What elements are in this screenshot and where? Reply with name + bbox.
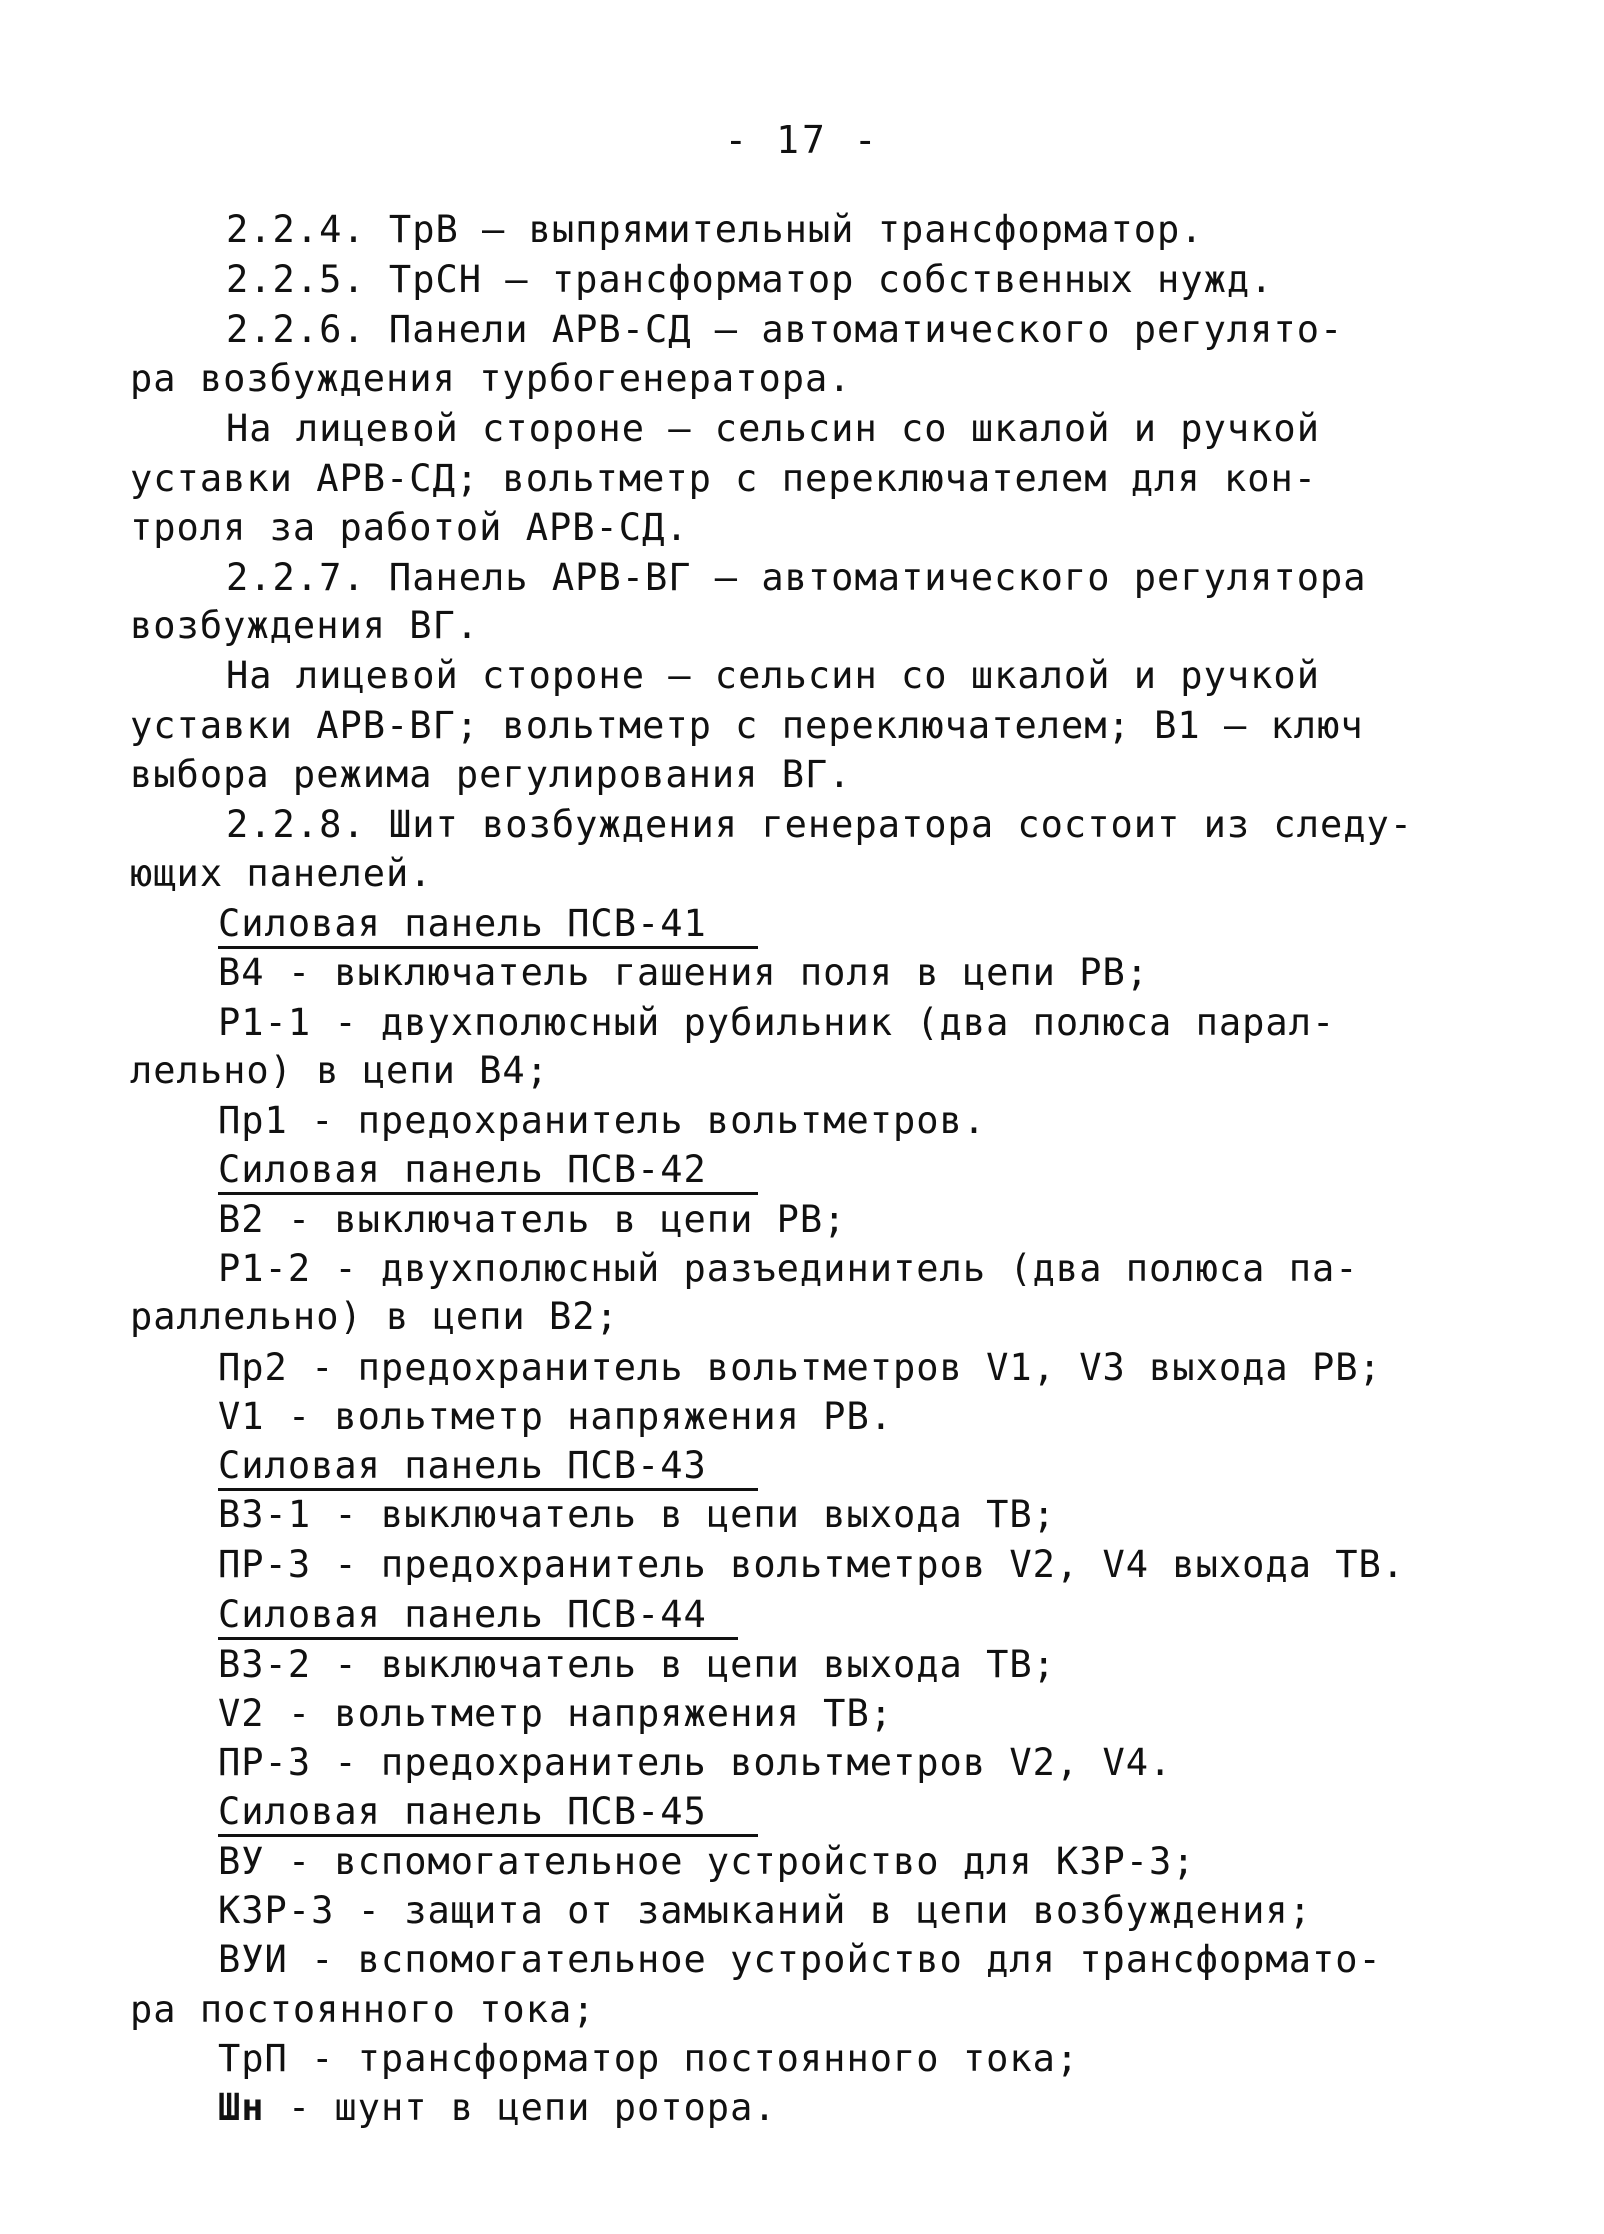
- text-line: 2.2.6. Панели АРВ-СД — автоматического регулято-: [226, 308, 1344, 351]
- text-line: 2.2.4. ТрВ — выпрямительный трансформатор.: [226, 208, 1204, 251]
- section-item: ВУИ - вспомогательное устройство для трансформато-: [218, 1938, 1382, 1981]
- section-item: V1 - вольтметр напряжения РВ.: [218, 1395, 894, 1438]
- text-line: 2.2.5. ТрСН — трансформатор собственных нужд.: [226, 258, 1274, 301]
- shunt-description: - шунт в цепи ротора.: [264, 2086, 777, 2129]
- section-item: ПР-3 - предохранитель вольтметров V2, V4.: [218, 1741, 1173, 1784]
- section-heading-text: Силовая панель ПСВ-42: [218, 1148, 707, 1191]
- section-item: Р1-1 - двухполюсный рубильник (два полюса парал-: [218, 1001, 1336, 1044]
- text-line: выбора режима регулирования ВГ.: [130, 753, 852, 796]
- section-item: ра постоянного тока;: [130, 1988, 596, 2031]
- text-line: троля за работой АРВ-СД.: [130, 506, 689, 549]
- section-item: ТрП - трансформатор постоянного тока;: [218, 2037, 1080, 2080]
- section-item: ВУ - вспомогательное устройство для КЗР-3;: [218, 1840, 1196, 1883]
- section-item: Р1-2 - двухполюсный разъединитель (два полюса па-: [218, 1247, 1359, 1290]
- section-heading-text: Силовая панель ПСВ-44: [218, 1593, 707, 1636]
- text-line: На лицевой стороне — сельсин со шкалой и ручкой: [226, 407, 1320, 450]
- section-heading: [218, 1590, 707, 1640]
- shunt-label: Шн: [218, 2086, 265, 2129]
- text-line: ра возбуждения турбогенератора.: [130, 357, 852, 400]
- section-heading: [218, 1145, 707, 1195]
- section-item: ПР-3 - предохранитель вольтметров V2, V4 выхода ТВ.: [218, 1543, 1406, 1586]
- section-item: В4 - выключатель гашения поля в цепи РВ;: [218, 951, 1150, 994]
- text-line: 2.2.7. Панель АРВ-ВГ — автоматического регулятора: [226, 556, 1367, 599]
- section-item: V2 - вольтметр напряжения ТВ;: [218, 1692, 894, 1735]
- text-line: На лицевой стороне — сельсин со шкалой и ручкой: [226, 654, 1320, 697]
- text-line: возбуждения ВГ.: [130, 604, 480, 647]
- section-item: В3-2 - выключатель в цепи выхода ТВ;: [218, 1643, 1056, 1686]
- page-number: - 17 -: [724, 118, 880, 162]
- section-heading-text: Силовая панель ПСВ-41: [218, 902, 707, 945]
- text-line: ющих панелей.: [130, 852, 433, 895]
- section-item: В2 - выключатель в цепи РВ;: [218, 1198, 847, 1241]
- text-line: 2.2.8. Шит возбуждения генератора состоит из следу-: [226, 803, 1414, 846]
- section-item: [218, 2083, 777, 2133]
- section-item: лельно) в цепи В4;: [130, 1049, 549, 1092]
- section-heading: [218, 1787, 707, 1837]
- section-item: КЗР-3 - защита от замыканий в цепи возбуждения;: [218, 1889, 1312, 1932]
- section-item: Пр2 - предохранитель вольтметров V1, V3 выхода РВ;: [218, 1346, 1382, 1389]
- section-item: Пр1 - предохранитель вольтметров.: [218, 1099, 987, 1142]
- section-item: В3-1 - выключатель в цепи выхода ТВ;: [218, 1493, 1056, 1536]
- section-heading: [218, 1441, 707, 1491]
- text-line: уставки АРВ-СД; вольтметр с переключателем для кон-: [130, 457, 1318, 500]
- section-heading-text: Силовая панель ПСВ-45: [218, 1790, 707, 1833]
- section-heading-text: Силовая панель ПСВ-43: [218, 1444, 707, 1487]
- text-line: уставки АРВ-ВГ; вольтметр с переключателем; В1 — ключ: [130, 704, 1364, 747]
- section-heading: [218, 899, 707, 949]
- section-item: раллельно) в цепи В2;: [130, 1295, 619, 1338]
